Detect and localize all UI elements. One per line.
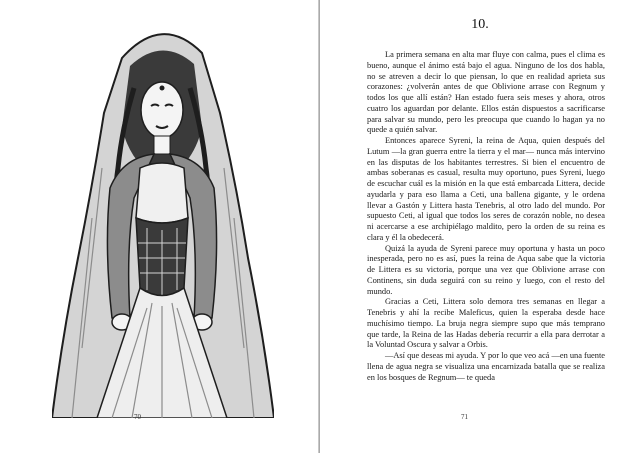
left-page	[0, 0, 319, 453]
forehead-jewel	[160, 86, 165, 91]
paragraph: Entonces aparece Syreni, la reina de Aqua, quien después del Lutum —la gran guerra entre la tierra y el mar— nunca más intervino en las disputas de los habitantes terrestres. Si bien el encuentro de ambas soberanas es casual, resulta muy oportuno, pues Syreni, luego de escuchar cuál es la misión en la que está embarcada Littera, decide ayudarla y para eso llama a Ceti, una ballena gigante, y le ordena llevar a Gastón y Littera hasta Tenebris, al otro lado del mundo. Por supuesto Ceti, al igual que todos los seres de corazón noble, no desea ni acercarse a ese archipiélago maldito, pero la orden de su reina es clara y él la obedecerá.	[367, 136, 605, 242]
body-text	[367, 50, 605, 383]
paragraph: Quizá la ayuda de Syreni parece muy oportuna y hasta un poco inesperada, pero no es así, pues la reina de Aqua sabe que la victoria de Littera es su victoria, porque una vez que Oblivione arrase con Continens, sin duda seguirá con su reino y luego, con el resto del mundo.	[367, 243, 605, 296]
right-page	[320, 0, 640, 453]
neck	[154, 136, 170, 154]
bodice	[136, 163, 188, 223]
page-number-left: 70	[134, 413, 141, 421]
paragraph: La primera semana en alta mar fluye con calma, pues el clima es bueno, aunque el ánimo está bajo el agua. Ninguno de los dos habla, no se atreven a decir lo que piensan, lo que en realidad aprieta sus corazones: ¿volverán antes de que Oblivione arrase con Regnum y todos los que allí están? Han estado fuera seis meses y ahora, otros cuatro los aguardan por delante. Ellos están dispuestos a sacrificarse para salvar su mundo, pero les preocupa que cuando lo hagan ya no quede a quién salvar.	[367, 50, 605, 135]
page-number-right: 71	[461, 413, 468, 421]
paragraph: Gracias a Ceti, Littera solo demora tres semanas en llegar a Tenebris y ahí la recibe Maleficus, quien la esperaba desde hace muchísimo tiempo. La bruja negra siempre supo que más temprano que tarde, la Reina de las Hadas debería recurrir a ella para derrotar a la Voluntad Oscura y salvar a Orbis.	[367, 297, 605, 350]
hooded-woman-illustration	[52, 18, 274, 418]
chapter-number: 10.	[471, 17, 489, 32]
paragraph: —Así que deseas mi ayuda. Y por lo que veo acá —en una fuente llena de agua negra se visualiza una encarnizada batalla que se realiza en los bosques de Regnum— te queda	[367, 351, 605, 382]
